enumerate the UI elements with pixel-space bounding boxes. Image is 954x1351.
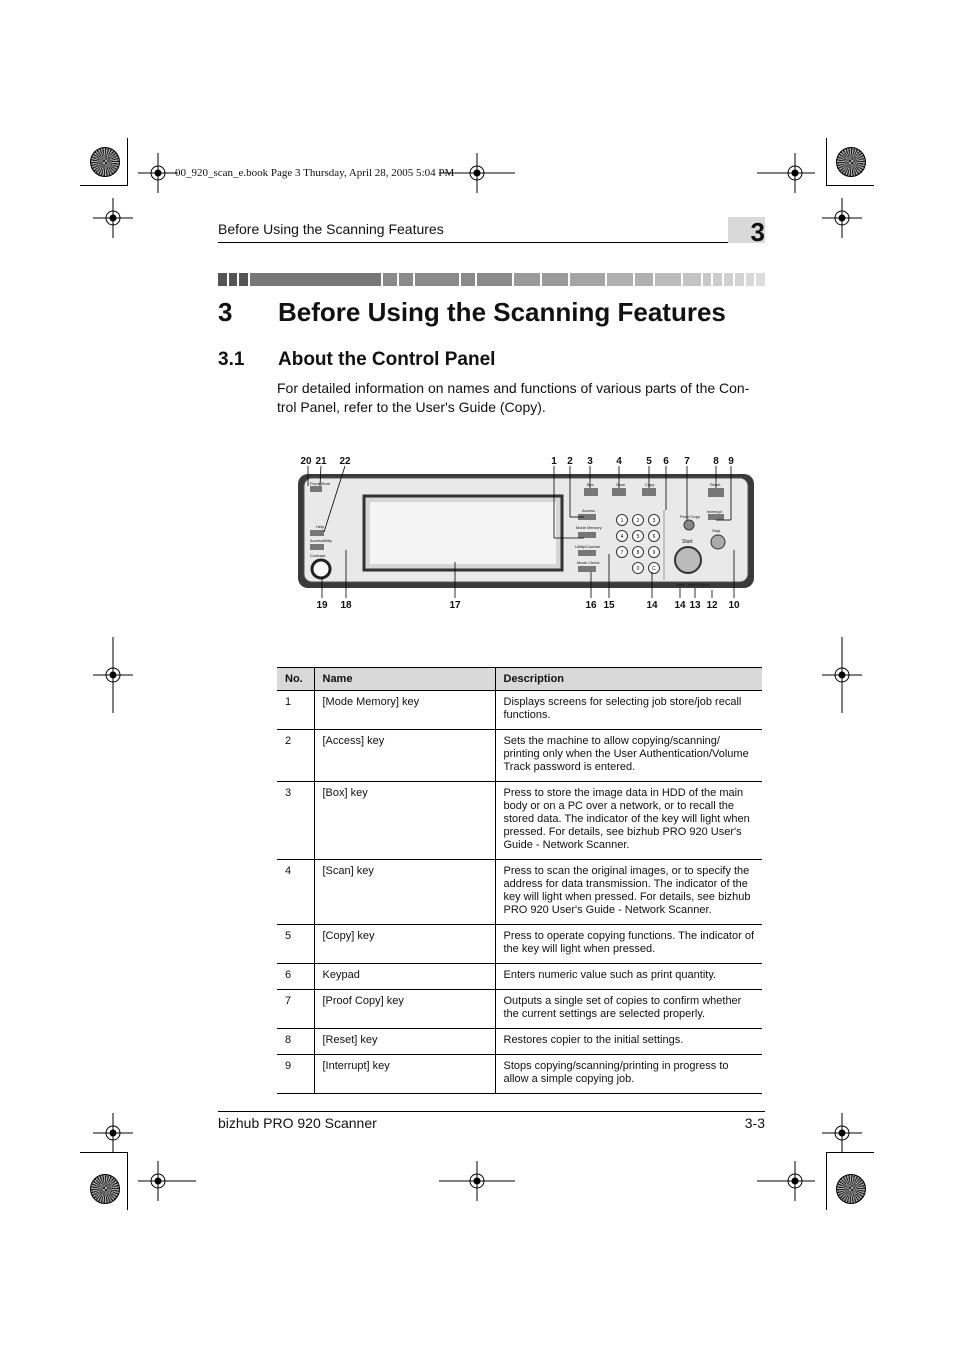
table-row bbox=[277, 925, 762, 964]
key-label: Help bbox=[316, 524, 325, 529]
key-label: Start bbox=[682, 539, 693, 545]
table-row bbox=[277, 964, 762, 990]
utility-counter-key bbox=[578, 550, 596, 556]
accessibility-key bbox=[310, 544, 324, 550]
cell-no: 4 bbox=[277, 860, 314, 925]
footer-product-name: bizhub PRO 920 Scanner bbox=[218, 1115, 377, 1131]
callout-number: 6 bbox=[663, 456, 669, 467]
mode-check-key bbox=[578, 566, 596, 572]
mode-memory-key bbox=[578, 532, 596, 538]
control-panel-diagram bbox=[296, 450, 756, 615]
key-label: Contrast bbox=[310, 553, 326, 558]
cell-description: Enters numeric value such as print quantity. bbox=[495, 964, 762, 990]
table-row bbox=[277, 691, 762, 730]
decorative-bar-segment bbox=[415, 273, 459, 286]
key-label: Scan bbox=[616, 482, 626, 487]
column-header-description: Description bbox=[495, 668, 762, 691]
cell-description: Press to scan the original images, or to specify the address for data transmission. The indicator of the key will light when pressed. For details, see bizhub PRO 920 User's Guide - Network Scanner. bbox=[495, 860, 762, 925]
cell-name: [Mode Memory] key bbox=[314, 691, 495, 730]
proof-store-key bbox=[310, 486, 322, 492]
decorative-bar-segment bbox=[635, 273, 652, 286]
decorative-bar-segment bbox=[655, 273, 681, 286]
proof-copy-key bbox=[684, 520, 694, 530]
cell-name: [Access] key bbox=[314, 730, 495, 782]
keypad-key-label: 5 bbox=[636, 534, 640, 540]
keypad-key-label: 2 bbox=[636, 518, 640, 524]
decorative-bar-segment bbox=[218, 273, 227, 286]
table-row bbox=[277, 1029, 762, 1055]
key-label: Copy bbox=[645, 482, 655, 487]
key-label: Box bbox=[587, 482, 594, 487]
column-header-name: Name bbox=[314, 668, 495, 691]
decorative-bar-segment bbox=[703, 273, 712, 286]
column-header-no: No. bbox=[277, 668, 314, 691]
chapter-heading bbox=[218, 297, 726, 328]
decorative-bar-segment bbox=[570, 273, 605, 286]
cell-description: Stops copying/scanning/printing in progress to allow a simple copying job. bbox=[495, 1055, 762, 1094]
cell-no: 3 bbox=[277, 782, 314, 860]
cell-name: [Copy] key bbox=[314, 925, 495, 964]
cell-no: 7 bbox=[277, 990, 314, 1029]
section-heading-title: About the Control Panel bbox=[278, 349, 496, 370]
callout-number: 7 bbox=[684, 456, 690, 467]
keypad-key-label: 6 bbox=[652, 534, 656, 540]
cell-name: [Proof Copy] key bbox=[314, 990, 495, 1029]
callout-number: 17 bbox=[449, 600, 461, 611]
cell-no: 5 bbox=[277, 925, 314, 964]
stop-key bbox=[711, 535, 725, 549]
callout-number: 9 bbox=[728, 456, 734, 467]
book-stamp: 00_920_scan_e.book Page 3 Thursday, April 28, 2005 5:04 PM bbox=[175, 167, 455, 179]
control-panel-table bbox=[277, 667, 762, 1094]
chapter-number-tab: 3 bbox=[728, 217, 765, 243]
key-label: Main Power bbox=[688, 582, 710, 587]
section-heading bbox=[218, 349, 495, 371]
decorative-bar-segment bbox=[239, 273, 248, 286]
decorative-bar-segment bbox=[713, 273, 722, 286]
decorative-bar-segment bbox=[461, 273, 475, 286]
cell-description: Displays screens for selecting job store/job recall functions. bbox=[495, 691, 762, 730]
callout-number: 21 bbox=[315, 456, 327, 467]
keypad-key-label: C bbox=[652, 566, 656, 572]
keypad-key-label: 4 bbox=[620, 534, 624, 540]
cell-name: [Interrupt] key bbox=[314, 1055, 495, 1094]
contrast-knob bbox=[312, 560, 330, 578]
key-label: Reset bbox=[710, 482, 721, 487]
key-label: Utility/Counter bbox=[575, 544, 601, 549]
start-key bbox=[675, 547, 701, 573]
callout-number: 3 bbox=[587, 456, 593, 467]
callout-number: 10 bbox=[728, 600, 740, 611]
callout-number: 13 bbox=[689, 600, 701, 611]
key-label: Mode Check bbox=[577, 560, 600, 565]
decorative-bar-segment bbox=[514, 273, 540, 286]
scan-key bbox=[612, 488, 626, 496]
callout-number: 14 bbox=[646, 600, 658, 611]
cell-name: [Box] key bbox=[314, 782, 495, 860]
cell-no: 6 bbox=[277, 964, 314, 990]
key-label: Proof Store bbox=[310, 481, 331, 486]
callout-number: 2 bbox=[567, 456, 573, 467]
section-heading-number: 3.1 bbox=[218, 349, 245, 370]
decorative-bar bbox=[218, 273, 765, 286]
keypad-key-label: 3 bbox=[652, 518, 656, 524]
box-key bbox=[584, 488, 598, 496]
keypad-key-label: 9 bbox=[652, 550, 656, 556]
keypad-key-label: 1 bbox=[620, 518, 624, 524]
decorative-bar-segment bbox=[746, 273, 755, 286]
cell-description: Press to store the image data in HDD of the main body or on a PC over a network, or to recall the stored data. The indicator of the key will light when pressed. For details, see bizhub PRO 920 User's Guide - Network Scanner. bbox=[495, 782, 762, 860]
decorative-bar-segment bbox=[735, 273, 744, 286]
callout-number: 8 bbox=[713, 456, 719, 467]
decorative-bar-segment bbox=[477, 273, 512, 286]
callout-number: 19 bbox=[316, 600, 328, 611]
reset-key bbox=[708, 488, 724, 497]
decorative-bar-segment bbox=[542, 273, 568, 286]
decorative-bar-segment bbox=[229, 273, 238, 286]
table-row bbox=[277, 860, 762, 925]
table-header-row bbox=[277, 668, 762, 691]
table-row bbox=[277, 730, 762, 782]
touch-panel-screen bbox=[370, 502, 556, 564]
chapter-heading-number: 3 bbox=[218, 297, 233, 327]
key-label: Stop bbox=[712, 528, 721, 533]
key-label: Mode Memory bbox=[576, 525, 602, 530]
key-label: Proof Copy bbox=[680, 514, 701, 519]
key-label: Accessibility bbox=[310, 538, 332, 543]
callout-number: 15 bbox=[603, 600, 615, 611]
decorative-bar-segment bbox=[756, 273, 765, 286]
key-label: Data bbox=[676, 582, 685, 587]
callout-number: 20 bbox=[300, 456, 312, 467]
decorative-bar-segment bbox=[607, 273, 633, 286]
keypad-key-label: 0 bbox=[636, 566, 640, 572]
cell-description: Restores copier to the initial settings. bbox=[495, 1029, 762, 1055]
cell-no: 1 bbox=[277, 691, 314, 730]
cell-name: [Reset] key bbox=[314, 1029, 495, 1055]
header-rule bbox=[218, 242, 765, 243]
keypad-key-label: 8 bbox=[636, 550, 640, 556]
intro-paragraph: For detailed information on names and functions of various parts of the Con-trol Panel, refer to the User's Guide (Copy). bbox=[277, 380, 750, 415]
cell-name: [Scan] key bbox=[314, 860, 495, 925]
callout-number: 22 bbox=[339, 456, 351, 467]
callout-number: 14 bbox=[674, 600, 686, 611]
cell-description: Press to operate copying functions. The indicator of the key will light when pressed. bbox=[495, 925, 762, 964]
decorative-bar-segment bbox=[383, 273, 397, 286]
table-row bbox=[277, 1055, 762, 1094]
callout-number: 18 bbox=[340, 600, 352, 611]
cell-no: 8 bbox=[277, 1029, 314, 1055]
cell-description: Sets the machine to allow copying/scanning/ printing only when the User Authentication/Volume Track password is entered. bbox=[495, 730, 762, 782]
chapter-heading-title: Before Using the Scanning Features bbox=[278, 297, 726, 327]
callout-number: 12 bbox=[706, 600, 718, 611]
cell-description: Outputs a single set of copies to confirm whether the current settings are selected properly. bbox=[495, 990, 762, 1029]
keypad-key-label: 7 bbox=[620, 550, 624, 556]
callout-number: 5 bbox=[646, 456, 652, 467]
callout-number: 1 bbox=[551, 456, 557, 467]
table-row bbox=[277, 990, 762, 1029]
footer-rule bbox=[218, 1111, 765, 1112]
callout-number: 16 bbox=[585, 600, 597, 611]
decorative-bar-segment bbox=[724, 273, 733, 286]
decorative-bar-segment bbox=[683, 273, 700, 286]
copy-key bbox=[642, 488, 656, 496]
decorative-bar-segment bbox=[399, 273, 413, 286]
cell-name: Keypad bbox=[314, 964, 495, 990]
help-key bbox=[310, 530, 324, 536]
running-header-title: Before Using the Scanning Features bbox=[218, 221, 444, 237]
footer-page-number: 3-3 bbox=[744, 1115, 765, 1131]
cell-no: 9 bbox=[277, 1055, 314, 1094]
key-label: Interrupt bbox=[707, 509, 722, 514]
key-label: Access bbox=[582, 508, 595, 513]
decorative-bar-segment bbox=[250, 273, 381, 286]
table-row bbox=[277, 782, 762, 860]
cell-no: 2 bbox=[277, 730, 314, 782]
interrupt-key bbox=[708, 514, 724, 520]
callout-number: 4 bbox=[616, 456, 622, 467]
